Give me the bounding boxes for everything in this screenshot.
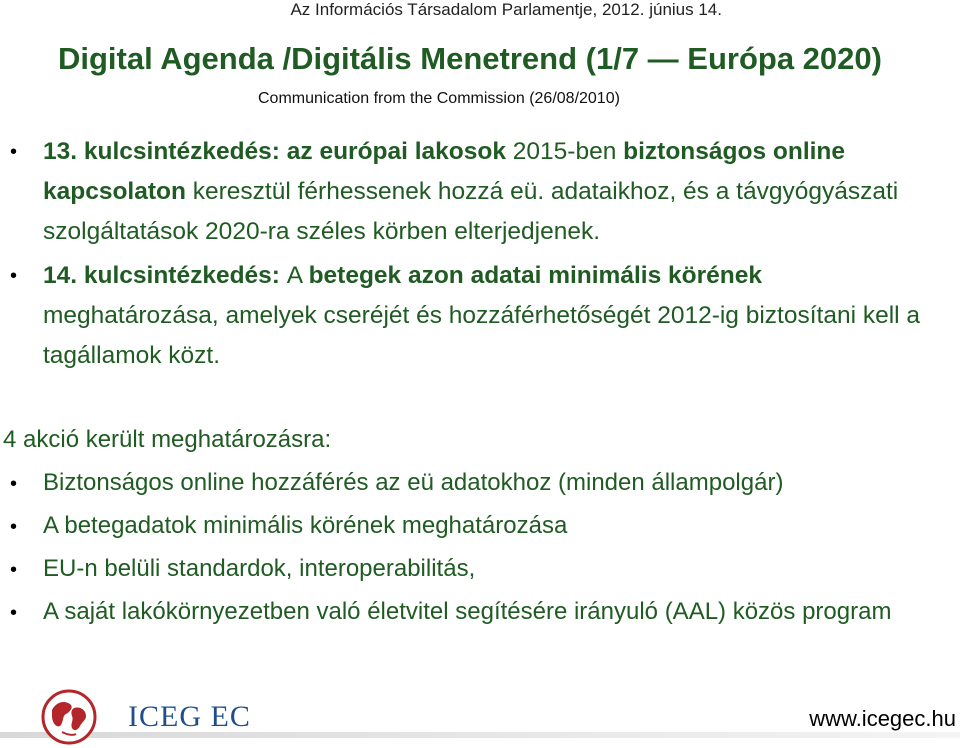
bullet-dot-icon: • bbox=[10, 516, 18, 538]
bullet-dot-icon: • bbox=[10, 473, 18, 495]
action-text: EU-n belüli standardok, interoperabilitás, bbox=[43, 555, 476, 582]
footer bbox=[0, 678, 960, 748]
bullet-dot-icon: • bbox=[10, 141, 18, 163]
action-text: Biztonságos online hozzáférés az eü adatokhoz (minden állampolgár) bbox=[43, 469, 784, 496]
bullet-dot-icon: • bbox=[10, 602, 18, 624]
bullet-dot-icon: • bbox=[10, 559, 18, 581]
action-text: A saját lakókörnyezetben való életvitel segítésére irányuló (AAL) közös program bbox=[43, 598, 892, 625]
header-note: Az Információs Társadalom Parlamentje, 2012. június 14. bbox=[290, 0, 722, 19]
bullet-text: 13. kulcsintézkedés: az európai lakosok bbox=[43, 138, 513, 165]
bullet-item-14 bbox=[0, 256, 923, 376]
website-link[interactable]: www.icegec.hu bbox=[809, 706, 956, 731]
bullet-text: keresztül férhessenek hozzá eü. adataikhoz, és a távgyógyászati szolgáltatások 2020-ra széles körben elterjedjenek. bbox=[43, 178, 899, 245]
action-text: A betegadatok minimális körének meghatározása bbox=[43, 512, 568, 539]
bullet-dot-icon: • bbox=[10, 265, 18, 287]
action-item bbox=[0, 464, 943, 502]
actions-list bbox=[0, 464, 960, 636]
action-item bbox=[0, 550, 943, 588]
bullet-text: 14. kulcsintézkedés: bbox=[43, 262, 287, 289]
bullet-text: A bbox=[286, 262, 309, 289]
bullet-text: 2015-ben bbox=[512, 138, 624, 165]
action-item bbox=[0, 593, 923, 631]
bullet-text: biztonságos online kapcsolaton bbox=[43, 138, 846, 205]
slide-subtitle: Communication from the Commission (26/08/2010) bbox=[258, 90, 620, 107]
bullet-item-13 bbox=[0, 132, 923, 252]
bullet-text: meghatározása, amelyek cseréjét és hozzáférhetőségét 2012-ig biztosítani kell a tagállamok közt. bbox=[43, 302, 921, 369]
slide-title: Digital Agenda /Digitális Menetrend (1/7 — Európa 2020) bbox=[58, 41, 882, 76]
actions-intro: 4 akció került meghatározásra: bbox=[3, 426, 332, 453]
bullet-text: betegek azon adatai minimális körének bbox=[308, 262, 762, 289]
key-actions-list bbox=[0, 132, 960, 376]
globe-icon bbox=[40, 688, 98, 746]
logo-text: ICEG EC bbox=[128, 700, 251, 733]
action-item bbox=[0, 507, 943, 545]
